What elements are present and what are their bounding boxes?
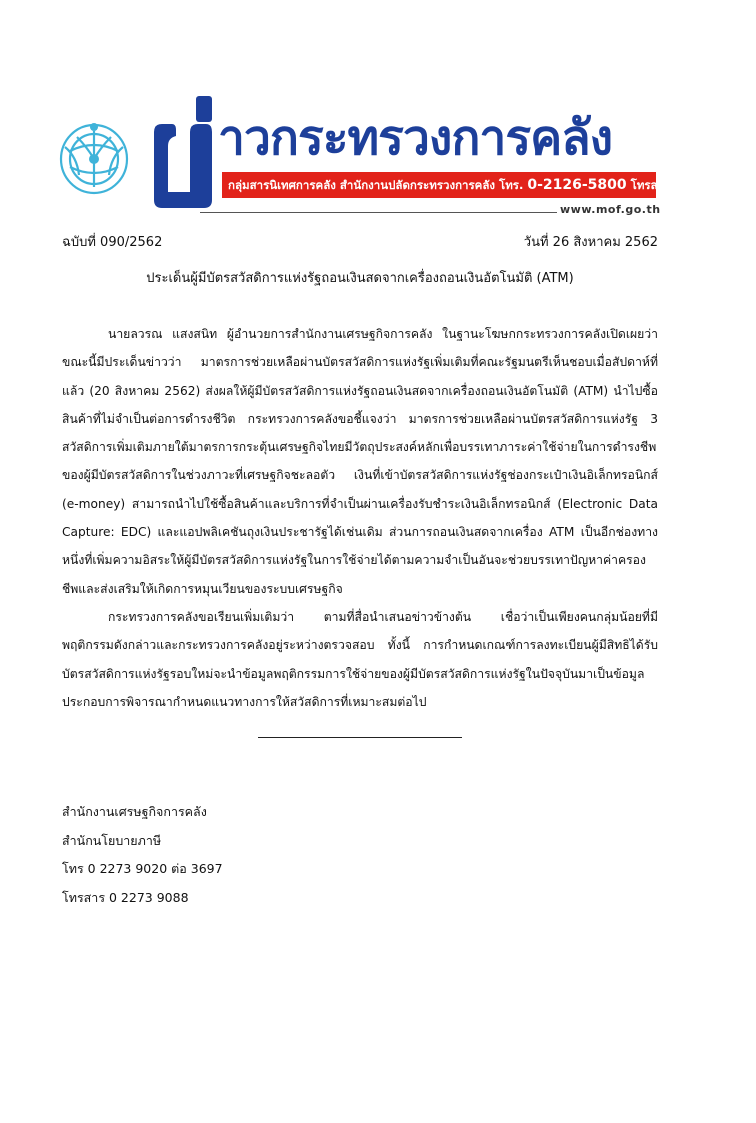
contact-office: สำนักงานเศรษฐกิจการคลัง <box>62 804 207 819</box>
band-fax: โทรสาร 0-2273-9763 <box>630 178 756 192</box>
band-department: กลุ่มสารนิเทศการคลัง สำนักงานปลัดกระทรวงการคลัง โทร. <box>228 178 524 192</box>
body-paragraph: กระทรวงการคลังขอเรียนเพิ่มเติมว่า ตามที่สื่อนำเสนอข่าวข้างต้น เชื่อว่าเป็นเพียงคนกลุ่มน้อยที่มีพฤติกรรมดังกล่าวและกระทรวงการคลังอยู่ระหว่างตรวจสอบ ทั้งนี้ การกำหนดเกณฑ์การลงทะเบียนผู้มีสิทธิได้รับบัตรสวัสดิการแห่งรัฐรอบใหม่จะนำข้อมูลพฤติกรรมการใช้จ่ายของผู้มีบัตรสวัสดิการแห่งรัฐในปัจจุบันมาเป็นข้อมูลประกอบการพิจารณากำหนดแนวทางการให้สวัสดิการที่เหมาะสมต่อไป <box>62 609 658 709</box>
masthead-title: าวกระทรวงการคลัง <box>218 110 613 166</box>
press-release-subject: ประเด็นผู้มีบัตรสวัสดิการแห่งรัฐถอนเงินสดจากเครื่องถอนเงินอัตโนมัติ (ATM) <box>146 271 574 286</box>
header-rule <box>200 212 557 213</box>
issue-number: ฉบับที่ 090/2562 <box>62 235 163 250</box>
issue-date: วันที่ 26 สิงหาคม 2562 <box>523 235 658 250</box>
band-phone: 0-2126-5800 <box>527 177 627 193</box>
masthead-logo-mark <box>150 96 220 208</box>
contact-phone: โทร 0 2273 9020 ต่อ 3697 <box>62 861 223 876</box>
website-url: www.mof.go.th <box>560 203 661 216</box>
contact-block <box>62 798 223 912</box>
ministry-emblem-icon <box>57 117 131 197</box>
masthead-contact-band <box>222 172 756 198</box>
contact-fax: โทรสาร 0 2273 9088 <box>62 889 189 905</box>
contact-bureau: สำนักนโยบายภาษี <box>62 832 162 848</box>
body-paragraph: นายลวรณ แสงสนิท ผู้อำนวยการสำนักงานเศรษฐกิจการคลัง ในฐานะโฆษกกระทรวงการคลังเปิดเผยว่า ขณะนี้มีประเด็นข่าวว่า มาตรการช่วยเหลือผ่านบัตรสวัสดิการแห่งรัฐเพิ่มเติมที่คณะรัฐมนตรีเห็นชอบเมื่อสัปดาห์ที่แล้ว (20 สิงหาคม 2562) ส่งผลให้ผู้มีบัตรสวัสดิการแห่งรัฐถอนเงินสดจากเครื่องถอนเงินอัตโนมัติ (ATM) นำไปซื้อสินค้าที่ไม่จำเป็นต่อการดำรงชีวิต กระทรวงการคลังขอชี้แจงว่า มาตรการช่วยเหลือผ่านบัตรสวัสดิการแห่งรัฐ 3 สวัสดิการเพิ่มเติมภายใต้มาตรการกระตุ้นเศรษฐกิจไทยมีวัตถุประสงค์หลักเพื่อบรรเทาภาระค่าใช้จ่ายในการดำรงชีพของผู้มีบัตรสวัสดิการในช่วงภาวะที่เศรษฐกิจชะลอตัว เงินที่เข้าบัตรสวัสดิการแห่งรัฐช่องกระเป๋าเงินอิเล็กทรอนิกส์ (e-money) สามารถนำไปใช้ซื้อสินค้าและบริการที่จำเป็นผ่านเครื่องรับชำระเงินอิเล็กทรอนิกส์ (Electronic Data Capture: EDC) และแอปพลิเคชันถุงเงินประชารัฐได้เช่นเดิม ส่วนการถอนเงินสดจากเครื่อง ATM เป็นอีกช่องทางหนึ่งที่เพิ่มความอิสระให้ผู้มีบัตรสวัสดิการแห่งรัฐในการใช้จ่ายได้ตามความจำเป็นอันจะช่วยบรรเทาปัญหาค่าครองชีพและส่งเสริมให้เกิดการหมุนเวียนของระบบเศรษฐกิจ <box>62 327 658 596</box>
press-release-body <box>62 320 658 716</box>
end-divider <box>258 737 462 738</box>
